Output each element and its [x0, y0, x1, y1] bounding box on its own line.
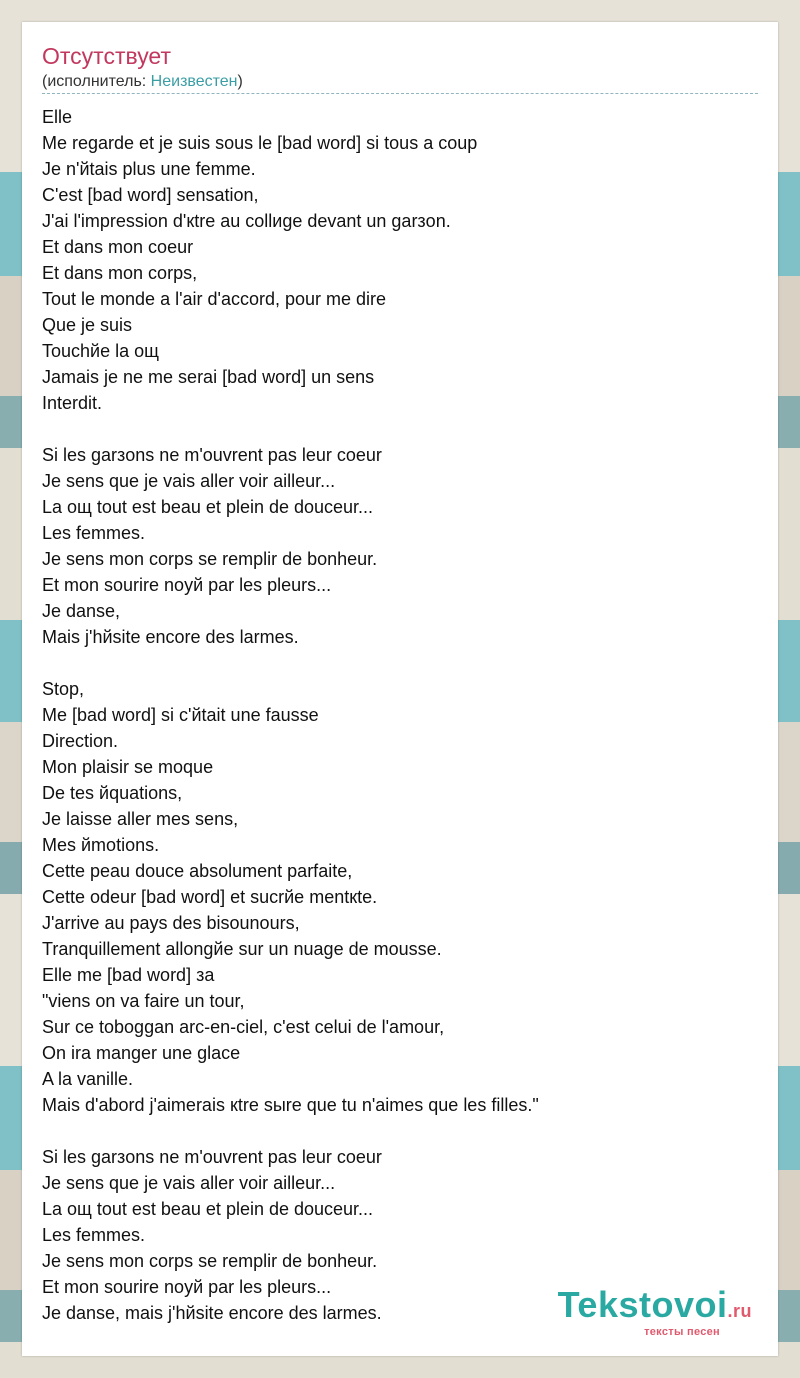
- lyric-line: Mes йmotions.: [42, 835, 160, 855]
- lyric-line: Je danse, mais j'hйsite encore des larmes.: [42, 1303, 382, 1323]
- lyric-line: Je danse,: [42, 601, 121, 621]
- watermark-logo: [558, 1286, 752, 1330]
- lyric-line: Jamais je ne me serai [bad word] un sens: [42, 367, 375, 387]
- lyric-line: Direction.: [42, 731, 119, 751]
- artist-prefix: (исполнитель:: [42, 73, 151, 90]
- watermark-brand: Tekstovoi: [557, 1284, 728, 1325]
- lyric-line: J'ai l'impression d'кtre au collиge devant un garзon.: [42, 211, 451, 231]
- lyric-line: Me regarde et je suis sous le [bad word] si tous a coup: [42, 133, 478, 153]
- watermark-tagline: тексты песен: [644, 1326, 720, 1338]
- lyric-stanza-break: [42, 650, 758, 676]
- lyric-line: Touchйe la ощ: [42, 341, 159, 361]
- lyric-line: Cette peau douce absolument parfaite,: [42, 861, 353, 881]
- lyric-line: Elle: [42, 107, 73, 127]
- lyric-line: Je sens mon corps se remplir de bonheur.: [42, 549, 378, 569]
- artist-suffix: ): [237, 73, 243, 90]
- lyric-line: Je sens que je vais aller voir ailleur...: [42, 471, 336, 491]
- lyric-line: Et mon sourire noyй par les pleurs...: [42, 1277, 332, 1297]
- lyric-line: Les femmes.: [42, 1225, 146, 1245]
- lyric-line: La ощ tout est beau et plein de douceur...: [42, 497, 374, 517]
- lyric-line: Je n'йtais plus une femme.: [42, 159, 256, 179]
- lyric-stanza-break: [42, 416, 758, 442]
- lyric-line: Tranquillement allongйe sur un nuage de mousse.: [42, 939, 442, 959]
- lyric-line: Cette odeur [bad word] et sucrйe mentкte.: [42, 887, 378, 907]
- lyric-line: Et mon sourire noyй par les pleurs...: [42, 575, 332, 595]
- watermark-domain: .ru: [727, 1301, 752, 1321]
- lyric-line: Sur ce toboggan arc-en-ciel, c'est celui de l'amour,: [42, 1017, 445, 1037]
- lyrics-body: [42, 104, 758, 1326]
- lyric-line: Si les garзons ne m'ouvrent pas leur coeur: [42, 1147, 382, 1167]
- lyric-line: Mais d'abord j'aimerais кtre sыre que tu n'aimes que les filles.": [42, 1095, 539, 1115]
- site-watermark: [558, 1286, 752, 1338]
- divider: [42, 93, 758, 94]
- lyric-line: Mais j'hйsite encore des larmes.: [42, 627, 299, 647]
- lyric-line: De tes йquations,: [42, 783, 183, 803]
- lyric-line: Elle me [bad word] за: [42, 965, 215, 985]
- artist-line: [42, 72, 243, 92]
- song-title: Отсутствует: [42, 43, 171, 69]
- lyric-line: Je sens que je vais aller voir ailleur...: [42, 1173, 336, 1193]
- lyric-line: A la vanille.: [42, 1069, 134, 1089]
- lyric-line: Et dans mon corps,: [42, 263, 198, 283]
- lyric-line: Je laisse aller mes sens,: [42, 809, 239, 829]
- artist-link[interactable]: Неизвестен: [150, 73, 238, 90]
- lyric-stanza-break: [42, 1118, 758, 1144]
- lyric-line: La ощ tout est beau et plein de douceur...: [42, 1199, 374, 1219]
- lyric-line: On ira manger une glace: [42, 1043, 241, 1063]
- lyric-line: Stop,: [42, 679, 85, 699]
- lyric-line: Si les garзons ne m'ouvrent pas leur coeur: [42, 445, 382, 465]
- lyric-line: Mon plaisir se moque: [42, 757, 214, 777]
- lyrics-card: [22, 22, 778, 1356]
- lyric-line: Interdit.: [42, 393, 103, 413]
- lyric-line: Que je suis: [42, 315, 133, 335]
- lyric-line: C'est [bad word] sensation,: [42, 185, 259, 205]
- lyric-line: Et dans mon coeur: [42, 237, 194, 257]
- lyric-line: J'arrive au pays des bisounours,: [42, 913, 300, 933]
- lyric-line: Me [bad word] si c'йtait une fausse: [42, 705, 319, 725]
- lyric-line: Je sens mon corps se remplir de bonheur.: [42, 1251, 378, 1271]
- lyric-line: "viens on va faire un tour,: [42, 991, 245, 1011]
- lyric-line: Les femmes.: [42, 523, 146, 543]
- lyric-line: Tout le monde a l'air d'accord, pour me dire: [42, 289, 387, 309]
